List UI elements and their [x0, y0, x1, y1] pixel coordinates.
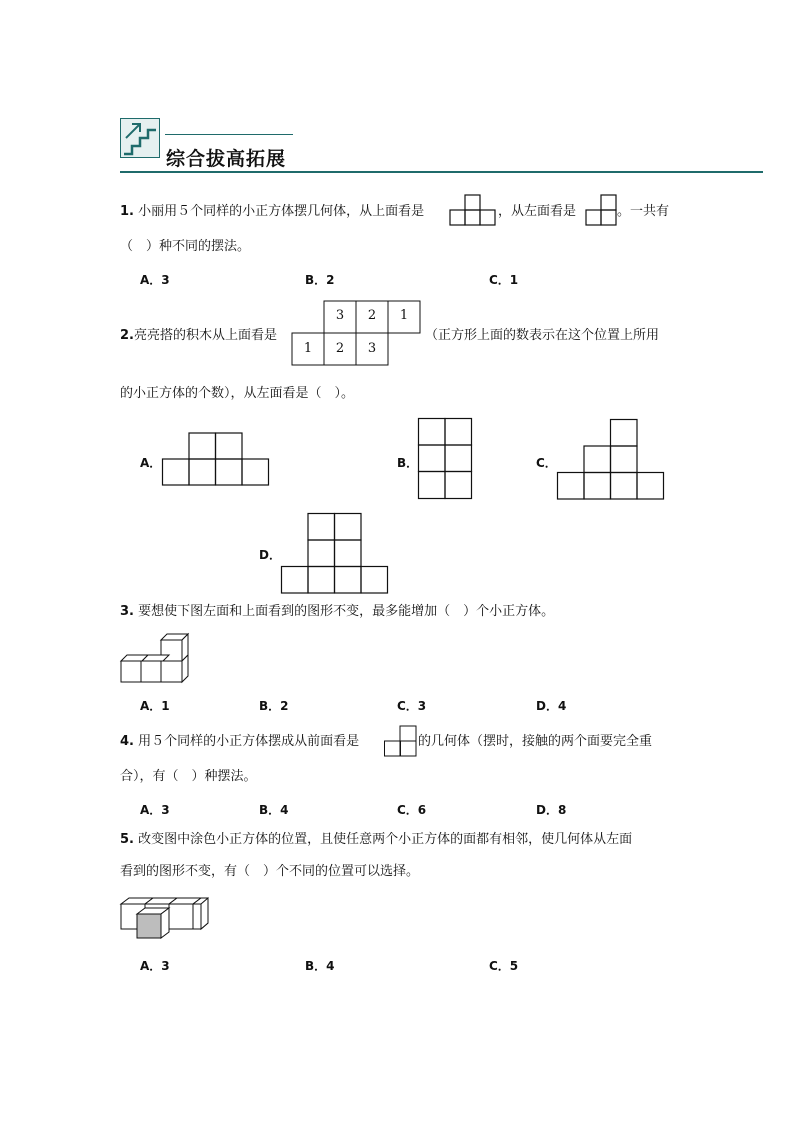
question-number: 1. — [120, 204, 134, 219]
option-d-figure[interactable] — [281, 513, 389, 595]
section-title: 综合拔高拓展 — [166, 148, 287, 170]
option-b[interactable]: B．4 — [259, 803, 289, 817]
question-1 — [120, 203, 424, 221]
question-5 — [120, 831, 632, 849]
option-b[interactable]: B．2 — [305, 273, 335, 287]
question-text: 看到的图形不变，有（ ）个不同的位置可以选择。 — [120, 864, 420, 879]
grid-cell-value: 2 — [367, 308, 377, 323]
grid-cell-value: 3 — [367, 341, 377, 356]
question-3 — [120, 603, 554, 621]
q2-top-view-grid — [292, 300, 422, 366]
question-text: ，从左面看是 — [498, 204, 577, 219]
question-text: （正方形上面的数表示在这个位置上所用 — [425, 328, 660, 343]
option-c[interactable]: C．3 — [397, 699, 427, 713]
option-c-figure[interactable] — [557, 419, 665, 501]
question-4 — [120, 733, 359, 751]
q4-front-view-figure — [384, 725, 418, 757]
option-d[interactable]: D．8 — [536, 803, 567, 817]
question-text: 小丽用５个同样的小正方体摆几何体，从上面看是 — [138, 204, 425, 219]
grid-cell-value: 2 — [335, 341, 345, 356]
option-a[interactable]: A．1 — [140, 699, 170, 713]
question-text: 的小正方体的个数），从左面看是（ ）。 — [120, 386, 355, 401]
question-text: （ ）种不同的摆法。 — [120, 239, 251, 254]
option-a-figure[interactable] — [162, 432, 270, 486]
option-a[interactable]: A．3 — [140, 959, 170, 973]
question-text: 改变图中涂色小正方体的位置，且使任意两个小正方体的面都有相邻，使几何体从左面 — [138, 832, 633, 847]
option-b[interactable]: B．4 — [305, 959, 335, 973]
option-a[interactable]: A．3 — [140, 273, 170, 287]
question-number: 4. — [120, 734, 134, 749]
question-text: 亮亮搭的积木从上面看是 — [133, 328, 277, 343]
question-number: 2. — [120, 328, 134, 343]
grid-cell-value: 1 — [399, 308, 409, 323]
q5-cube-figure — [120, 896, 212, 940]
option-b[interactable]: B．2 — [259, 699, 289, 713]
question-text: 要想使下图左面和上面看到的图形不变，最多能增加（ ）个小正方体。 — [138, 604, 555, 619]
option-a[interactable]: A．3 — [140, 803, 170, 817]
grid-cell-value: 1 — [303, 341, 313, 356]
stairs-icon — [120, 118, 160, 158]
q1-left-view-figure — [586, 194, 618, 226]
header-rule — [120, 171, 763, 173]
option-a[interactable]: A． — [140, 456, 162, 470]
option-d[interactable]: D．4 — [536, 699, 567, 713]
question-2 — [120, 327, 277, 345]
option-b-figure[interactable] — [418, 418, 472, 500]
option-c[interactable]: C． — [536, 456, 557, 470]
question-text: 合），有（ ）种摆法。 — [120, 769, 257, 784]
option-d[interactable]: D． — [259, 548, 281, 562]
q3-cube-figure — [120, 632, 192, 684]
question-text: 用５个同样的小正方体摆成从前面看是 — [138, 734, 360, 749]
header-rule-short — [165, 134, 293, 135]
question-text: 。一共有 — [617, 204, 670, 219]
option-c[interactable]: C．6 — [397, 803, 427, 817]
option-c[interactable]: C．1 — [489, 273, 519, 287]
grid-cell-value: 3 — [335, 308, 345, 323]
question-number: 5. — [120, 832, 134, 847]
question-text: 的几何体（摆时，接触的两个面要完全重 — [418, 734, 653, 749]
q1-top-view-figure — [450, 194, 498, 226]
option-c[interactable]: C．5 — [489, 959, 519, 973]
option-b[interactable]: B． — [397, 456, 419, 470]
question-number: 3. — [120, 604, 134, 619]
